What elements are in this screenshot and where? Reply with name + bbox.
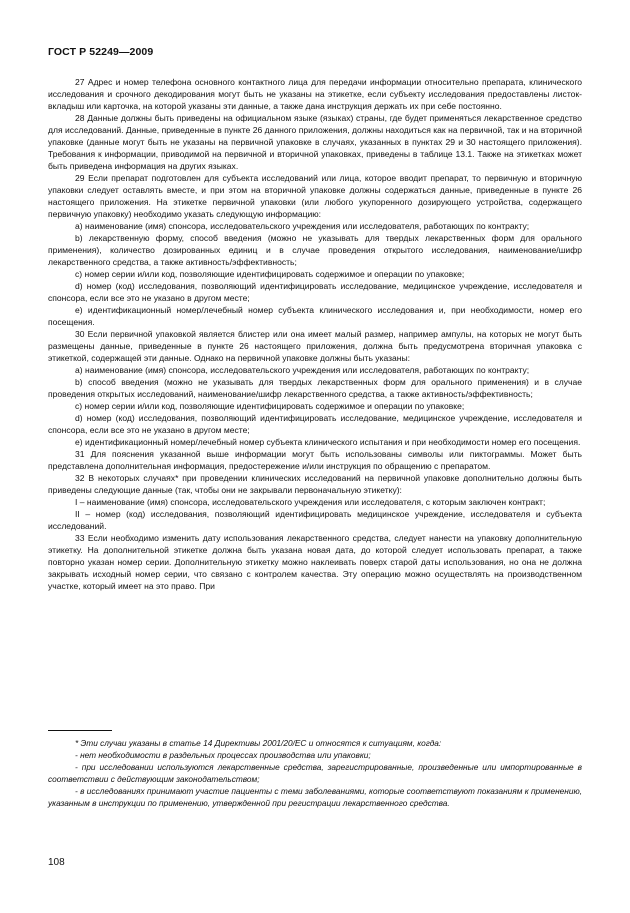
item-30-a: a) наименование (имя) спонсора, исследовательского учреждения или исследователя, работающих по контракту; [75,365,530,375]
paragraph-32: 32 В некоторых случаях* при проведении клинических исследований на первичной упаковке дополнительно должны быть приведены следующие данные (так, чтобы они не закрывали первоначальную этикетку): [48,473,582,495]
item-30-d: d) номер (код) исследования, позволяющий идентифицировать исследование, медицинское учреждение, исследователя и спонсора, если все это не указано в другом месте; [48,413,582,435]
page-number: 108 [48,857,65,868]
item-30-b: b) способ введения (можно не указывать для твердых лекарственных форм для орального применения) и в случае проведения открытых исследований, наименование/шифр лекарственного средства, а также активность/эффективность; [48,377,582,399]
item-30-e: e) идентификационный номер/лечебный номер субъекта клинического испытания и при необходимости номер его посещения. [75,437,581,447]
footnote-line: - в исследованиях принимают участие пациенты с теми заболеваниями, которые соответствуют показаниям к применению, указанным в инструкции по применению, утвержденной при регистрации лекарственного средства. [48,786,582,808]
footnote-line: - при исследовании используются лекарственные средства, зарегистрированные, произведенные или импортированные в соответствии с действующим законодательством; [48,762,582,784]
paragraph-29: 29 Если препарат подготовлен для субъекта исследований или лица, которое вводит препарат, то первичную и вторичную упаковки следует оставлять вместе, и при этом на вторичной упаковке должны содержаться данные, приведенные в пункте 26 настоящего приложения. На этикетке первичной упаковки (или любого укупоренного дозирующего устройства, содержащего первичную упаковку) необходимо указать следующую информацию: [48,173,582,219]
body-text [48,76,582,592]
paragraph-27: 27 Адрес и номер телефона основного контактного лица для передачи информации относительно препарата, клинического исследования и срочного декодирования могут быть не указаны на этикетке, если субъекту исследования предоставлены листок-вкладыш или карточка, на которой указаны эти данные, а также дана инструкция держать их при себе постоянно. [48,77,582,111]
item-32-ii: II – номер (код) исследования, позволяющий идентифицировать медицинское учреждение, исследователя и субъекта исследований. [48,509,582,531]
footnote-line: - нет необходимости в раздельных процессах производства или упаковки; [75,750,371,760]
item-29-a: a) наименование (имя) спонсора, исследовательского учреждения или исследователя, работающих по контракту; [75,221,530,231]
footnote-divider [48,730,112,731]
paragraph-31: 31 Для пояснения указанной выше информации могут быть использованы символы или пиктограммы. Может быть представлена дополнительная информация, предостережение и/или инструкция по обращению с препаратом. [48,449,582,471]
item-32-i: I – наименование (имя) спонсора, исследовательского учреждения или исследователя, с которым заключен контракт; [75,497,546,507]
footnote-line: * Эти случаи указаны в статье 14 Директивы 2001/20/ЕС и относятся к ситуациям, когда: [75,738,442,748]
paragraph-33: 33 Если необходимо изменить дату использования лекарственного средства, следует нанести на упаковку дополнительную этикетку. На дополнительной этикетке должна быть указана новая дата, до которой следует использовать препарат, а также повторно указан номер серии. Дополнительную этикетку можно наклеивать поверх старой даты использования, но она не должна закрывать исходный номер серии, что связано с контролем качества. Эту операцию можно осуществлять на производственном участке, который имеет на это право. При [48,533,582,591]
footnotes [48,737,582,809]
paragraph-30: 30 Если первичной упаковкой является блистер или она имеет малый размер, например ампулы, на которых не могут быть размещены данные, приведенные в пункте 26 настоящего приложения, должна быть предусмотрена вторичная упаковка с этикеткой, содержащей эти данные. Однако на первичной упаковке должны быть указаны: [48,329,582,363]
item-30-c: c) номер серии и/или код, позволяющие идентифицировать содержимое и операции по упаковке; [75,401,465,411]
item-29-e: e) идентификационный номер/лечебный номер субъекта клинического исследования и, при необходимости, номер его посещения. [48,305,582,327]
item-29-b: b) лекарственную форму, способ введения (можно не указывать для твердых лекарственных форм для орального применения), количество дозированных единиц и в случае проведения открытого исследования, наименование/шифр лекарственного средства, а также активность/эффективность; [48,233,582,267]
paragraph-28: 28 Данные должны быть приведены на официальном языке (языках) страны, где будет применяться лекарственное средство для исследований. Данные, приведенные в пункте 26 данного приложения, должны находиться как на первичной, так и на вторичной упаковке (данные могут быть не указаны на первичной упаковке в случаях, указанных в пунктах 29 и 30 настоящего приложения). Требования к информации, приводимой на первичной и вторичной упаковках, приведены в таблице 13.1. Также на этикетках может быть приведена информация на других языках. [48,113,582,171]
item-29-d: d) номер (код) исследования, позволяющий идентифицировать исследование, медицинское учреждение, исследователя и спонсора, если все это не указано в другом месте; [48,281,582,303]
item-29-c: c) номер серии и/или код, позволяющие идентифицировать содержимое и операции по упаковке; [75,269,465,279]
standard-header: ГОСТ Р 52249—2009 [48,46,154,58]
